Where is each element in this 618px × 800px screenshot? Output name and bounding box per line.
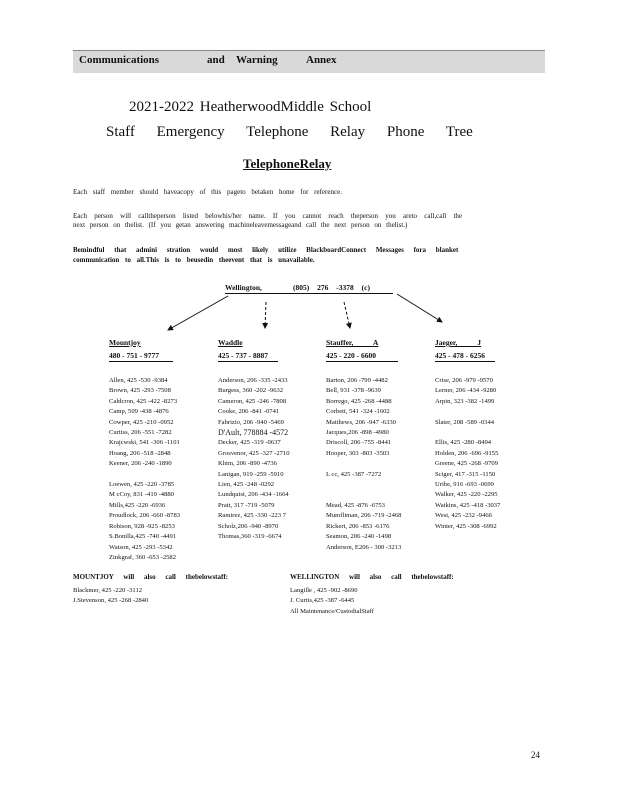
- col-stauffer-phone: 425 - 220 - 6600: [326, 351, 376, 360]
- list-item: Burgess, 360 -202 -9632: [218, 387, 284, 395]
- col-stauffer-name: Stauffer, A: [326, 338, 379, 347]
- col-waddle-underline: [218, 361, 278, 362]
- list-item: Bell, 931 -378 -9639: [326, 387, 381, 395]
- list-item: Brown, 425 -293 -7508: [109, 387, 171, 395]
- list-item: Watkins, 425 -418 -3037: [435, 501, 501, 509]
- list-item: Crise, 206 -979 -9570: [435, 377, 493, 384]
- list-item: Matthews, 206 -947 -6330: [326, 418, 396, 426]
- list-item: S.Bonilla,425 -740 -4491: [109, 533, 177, 541]
- list-item: Cameron, 425 -246 -7808: [218, 397, 287, 405]
- para-copy: Each staff member should haveacopy of this pageto betaken home for reference.: [73, 188, 342, 196]
- list-item: M cCoy, 831 -419 -4880: [109, 491, 174, 499]
- col-stauffer-underline: [326, 361, 398, 362]
- para-mindful-line2: communication to all.This is to beusedin theevent that is unavailable.: [73, 256, 315, 264]
- list-item: Krajcwski, 541 -306 -1101: [109, 439, 180, 447]
- col-mountjoy-phone: 480 - 751 - 9777: [109, 351, 159, 360]
- list-item: Caldcron, 425 -422 -8273: [109, 397, 178, 405]
- list-item: Driscoll, 206 -755 -8441: [326, 439, 392, 447]
- list-item: [326, 480, 401, 490]
- list-item: Borrego, 425 -268 -4488: [326, 397, 392, 405]
- wellington-extra-list: [290, 586, 374, 617]
- para-call-line2: next person on thelist. (If you getan answering machineleavemessageand call the next person on thelist.): [73, 221, 408, 229]
- title-line2: Staff Emergency Telephone Relay Phone Tree: [106, 124, 473, 140]
- list-item: Decker, 425 -319 -0637: [218, 439, 281, 447]
- col-jaeger-underline: [435, 361, 495, 362]
- mountjoy-extra-heading: MOUNTJOY will also call thebelowstaff:: [73, 573, 229, 581]
- col-jaeger-name: Jaeger, J: [435, 338, 482, 347]
- list-item: Pratt, 317 -719 -5079: [218, 501, 275, 509]
- list-item: Ramirez, 425 -330 -223 7: [218, 512, 286, 520]
- list-item: All Maintenance/CustodialStaff: [290, 607, 374, 615]
- list-item: Langille , 425 -902 -8690: [290, 587, 358, 594]
- header-and: and: [207, 54, 225, 66]
- list-item: Lanigan, 919 -259 -5910: [218, 470, 284, 478]
- list-item: Mead, 425 -876 -6753: [326, 501, 385, 509]
- list-item: [326, 490, 401, 500]
- list-item: West, 425 -232 -9466: [435, 512, 492, 520]
- list-item: Corbett, 541 -324 -1602: [326, 408, 390, 416]
- list-item: Slater, 208 -589 -0344: [435, 418, 495, 426]
- list-item: Ellis, 425 -280 -8494: [435, 439, 492, 447]
- list-item: Fabrizio, 206 -940 -5469: [218, 418, 284, 426]
- header-warning: Warning: [236, 54, 278, 66]
- list-item: [326, 459, 401, 469]
- header-annex: Annex: [306, 54, 337, 66]
- col-mountjoy-name: Mountjoy: [109, 338, 141, 347]
- col-waddle-list: [218, 376, 290, 543]
- list-item: Jacques,206 -898 -4980: [326, 429, 389, 437]
- list-item: Cowper, 425 -210 -0952: [109, 418, 174, 426]
- root-phone: (805) 276 -3378 (c): [293, 283, 370, 292]
- list-item: Keener, 206 -240 -1890: [109, 460, 172, 468]
- wellington-extra-heading: WELLINGTON will also call thebelowstaff:: [290, 573, 454, 581]
- arrow-to-mountjoy: [168, 296, 228, 330]
- list-item: Hoang, 206 -518 -2848: [109, 449, 171, 457]
- list-item: Mills,425 -220 -6936: [109, 501, 166, 509]
- para-call-line1: Each person will calltheperson listed belowhis/her name. If you cannot reach theperson you areto call,call the: [73, 212, 463, 220]
- list-item: Hooper, 303 -803 -3503: [326, 449, 390, 457]
- arrow-to-waddle: [265, 302, 266, 328]
- list-item: Thomas,360 -319 -6674: [218, 533, 282, 541]
- arrow-to-stauffer: [344, 302, 350, 328]
- list-item: Anderson, E206 - 300 -3213: [326, 543, 402, 551]
- list-item: Khim, 206 -890 -4736: [218, 460, 277, 468]
- list-item: Robison, 928 -925 -8253: [109, 522, 175, 530]
- list-item: Cooke, 206 -841 -0741: [218, 408, 280, 416]
- col-waddle-phone: 425 - 737 - 8887: [218, 351, 268, 360]
- col-mountjoy-list: [109, 376, 180, 563]
- list-item: Sciger, 417 -315 -1150: [435, 470, 496, 478]
- col-jaeger-phone: 425 - 478 - 6256: [435, 351, 485, 360]
- list-item: Arpin, 323 -382 -1499: [435, 397, 495, 405]
- list-item: Grosvenor, 425 -327 -2710: [218, 449, 290, 457]
- col-mountjoy-underline: [109, 361, 173, 362]
- list-item: Camp, 509 -438 -4876: [109, 408, 169, 416]
- col-waddle-name: Waddle: [218, 338, 243, 347]
- list-item: Seamon, 206 -240 -1498: [326, 533, 392, 541]
- list-item: Anderson, 206 -335 -2433: [218, 377, 288, 384]
- list-item: J.Stevenson, 425 -268 -2840: [73, 597, 149, 605]
- mountjoy-extra-list: [73, 586, 148, 607]
- list-item: [435, 407, 500, 417]
- arrow-to-jaeger: [397, 294, 442, 322]
- list-item: Loewen, 425 -220 -3785: [109, 481, 175, 489]
- list-item: Mumfliman, 206 -719 -2468: [326, 512, 402, 520]
- list-item: Curtiss, 206 -551 -7282: [109, 429, 172, 437]
- title-line1: 2021-2022 HeatherwoodMiddle School: [129, 99, 372, 115]
- list-item: L cc, 425 -387 -7272: [326, 470, 382, 478]
- list-item: D'Ault, 778884 -4572: [218, 428, 289, 438]
- list-item: [435, 428, 500, 438]
- list-item: Uribe, 916 -693 -0699: [435, 481, 494, 489]
- list-item: Rickert, 206 -853 -6176: [326, 522, 390, 530]
- col-stauffer-list: [326, 376, 401, 553]
- list-item: [109, 470, 180, 480]
- list-item: Watson, 425 -293 -5342: [109, 543, 173, 551]
- list-item: Barton, 206 -799 -4482: [326, 377, 388, 384]
- list-item: Winter, 425 -308 -6992: [435, 522, 497, 530]
- list-item: Scholz,206 -940 -8970: [218, 522, 279, 530]
- list-item: Zinkgraf, 360 -653 -2582: [109, 553, 177, 561]
- para-mindful-line1: Bemindful that admini stration would most likely utilize BlackboardConnect Messages fora blanket: [73, 246, 459, 254]
- header-communications: Communications: [79, 54, 160, 66]
- list-item: Lundquist, 206 -434 -1664: [218, 491, 289, 499]
- root-name: Wellington,: [225, 283, 262, 292]
- list-item: Lerner, 206 -434 -9280: [435, 387, 497, 395]
- list-item: Blackmer, 425 -220 -3112: [73, 587, 143, 594]
- subtitle: TelephoneRelay: [243, 156, 332, 171]
- page-number: 24: [531, 750, 540, 760]
- list-item: J. Curtis,425 -387 -6445: [290, 597, 355, 605]
- list-item: Allen, 425 -530 -9384: [109, 377, 168, 384]
- list-item: Holden, 206 -696 -9155: [435, 449, 499, 457]
- list-item: Proudlock, 206 -660 -8783: [109, 512, 181, 520]
- col-jaeger-list: [435, 376, 500, 532]
- list-item: Greene, 425 -268 -9709: [435, 460, 498, 468]
- list-item: Walker, 425 -220 -2295: [435, 491, 498, 499]
- list-item: Lien, 425 -248 -0292: [218, 481, 275, 489]
